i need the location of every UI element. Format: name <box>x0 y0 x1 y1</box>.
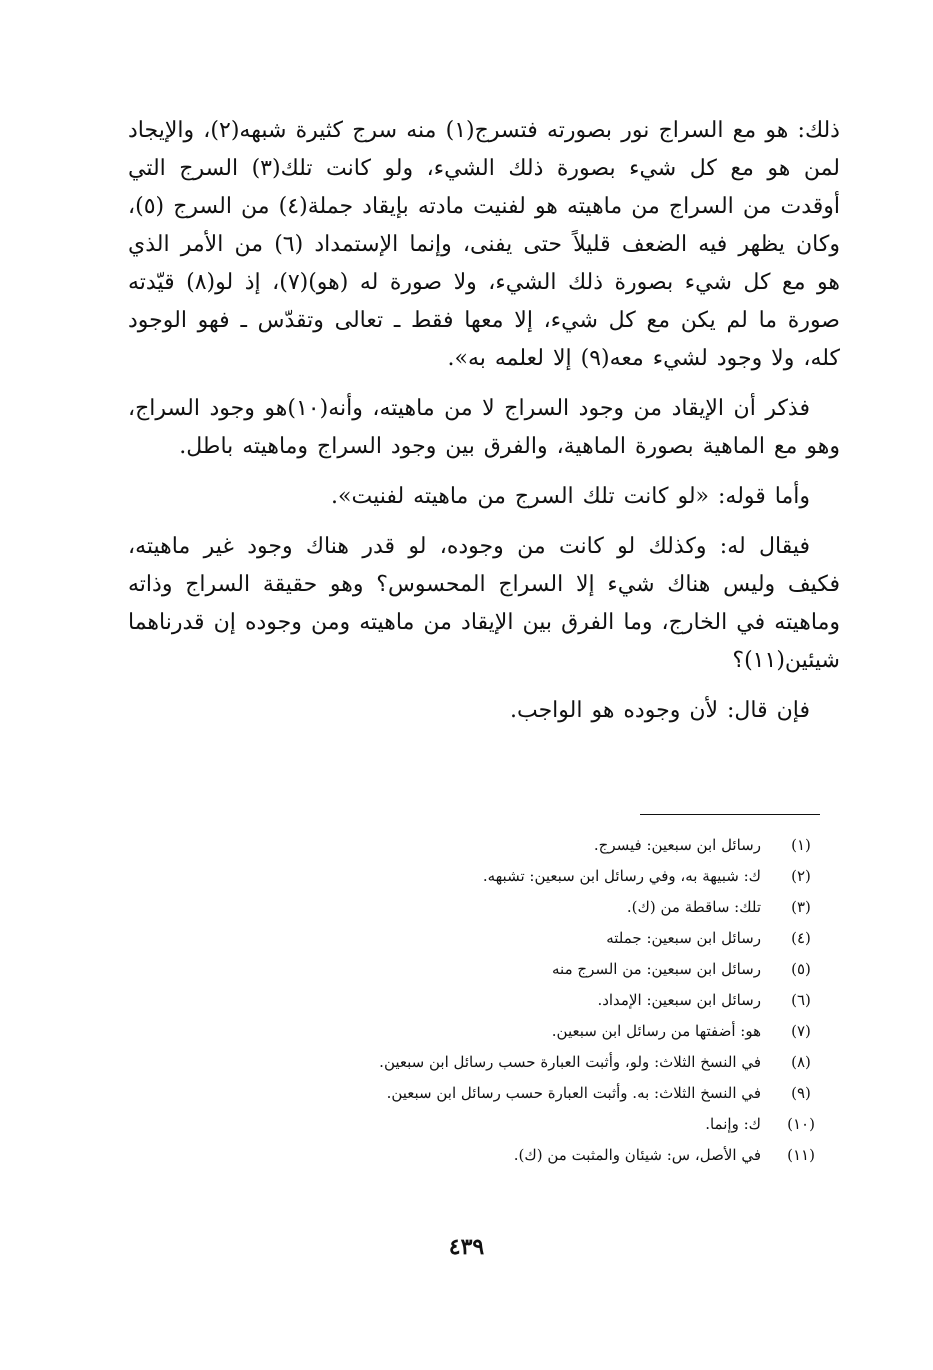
footnote-text: ك: شبيهة به، وفي رسائل ابن سبعين: تشبهه. <box>482 867 761 885</box>
footnote-item <box>141 1109 821 1140</box>
footnote-item <box>141 1140 821 1171</box>
footnotes <box>141 830 821 1171</box>
footnote-item <box>141 830 821 861</box>
paragraph-3: وأما قوله: «لو كانت تلك السرج من ماهيته لفنيت». <box>331 484 810 509</box>
page-number: ٤٣٩ <box>448 1234 485 1260</box>
footnote-number: (٤) <box>791 929 811 947</box>
footnote-text: تلك: ساقطة من (ك). <box>626 898 761 916</box>
footnote-text: ك: وإنما. <box>705 1115 761 1133</box>
footnote-number: (٩) <box>791 1084 811 1102</box>
footnote-item <box>141 861 821 892</box>
paragraph-2: فذكر أن الإيقاد من وجود السراج لا من ماهيته، وأنه(١٠)هو وجود السراج، وهو مع الماهية بصورة الماهية، والفرق بين وجود السراج وماهيته باطل. <box>128 396 840 459</box>
footnote-text: رسائل ابن سبعين: الإمداد. <box>597 991 761 1009</box>
paragraph-5: فإن قال: لأن وجوده هو الواجب. <box>509 698 810 723</box>
footnote-number: (٨) <box>791 1053 811 1071</box>
footnote-divider <box>640 814 820 815</box>
footnote-number: (١١) <box>787 1146 815 1164</box>
footnote-item <box>141 954 821 985</box>
footnote-number: (١٠) <box>787 1115 815 1133</box>
footnote-number: (١) <box>791 836 811 854</box>
paragraph-1: ذلك: هو مع السراج نور بصورته فتسرج(١) منه سرج كثيرة شبهه(٢)، والإيجاد لمن هو مع كل شيء بصورة ذلك الشيء، ولو كانت تلك(٣) السرج التي أوقدت من السراج من ماهيته هو لفنيت مادته بإيقاد جملة(٤) من السرج (٥)، وكان يظهر فيه الضعف قليلاً حتى يفنى، وإنما الإستمداد (٦) من الأمر الذي هو مع كل شيء بصورة ذلك الشيء، ولا صورة له (هو)(٧)، إذ لو(٨) قيّدته صورة ما لم يكن مع كل شيء، إلا معها فقط ـ تعالى وتقدّس ـ فهو الوجود كله، ولا وجود لشيء معه(٩) إلا لعلمه به». <box>128 118 840 371</box>
footnote-item <box>141 1078 821 1109</box>
paragraph-4: فيقال له: وكذلك لو كانت من وجوده، لو قدر هناك وجود غير ماهيته، فكيف وليس هناك شيء إلا السراج المحسوس؟ وهو حقيقة السراج وذاته وماهيته في الخارج، وما الفرق بين الإيقاد من ماهيته ومن وجوده إن قدرناهما شيئين(١١)؟ <box>128 534 840 673</box>
footnote-text: في النسخ الثلاث: ولو، وأثبت العبارة حسب رسائل ابن سبعين. <box>379 1053 761 1071</box>
footnote-item <box>141 1047 821 1078</box>
footnote-item <box>141 923 821 954</box>
footnote-text: رسائل ابن سبعين: من السرج منه <box>552 960 761 978</box>
footnote-number: (٧) <box>791 1022 811 1040</box>
footnote-item <box>141 1016 821 1047</box>
footnote-number: (٦) <box>791 991 811 1009</box>
main-text <box>128 112 840 742</box>
footnote-number: (٥) <box>791 960 811 978</box>
footnote-text: رسائل ابن سبعين: فيسرج. <box>593 836 761 854</box>
footnote-number: (٢) <box>791 867 811 885</box>
footnote-text: رسائل ابن سبعين: جملته <box>606 929 761 947</box>
footnote-text: في الأصل، س: شيئان والمثبت من (ك). <box>513 1146 761 1164</box>
footnote-item <box>141 985 821 1016</box>
footnote-item <box>141 892 821 923</box>
footnote-number: (٣) <box>791 898 811 916</box>
footnote-text: هو: أضفتها من رسائل ابن سبعين. <box>551 1022 761 1040</box>
footnote-text: في النسخ الثلاث: به. وأثبت العبارة حسب رسائل ابن سبعين. <box>386 1084 761 1102</box>
